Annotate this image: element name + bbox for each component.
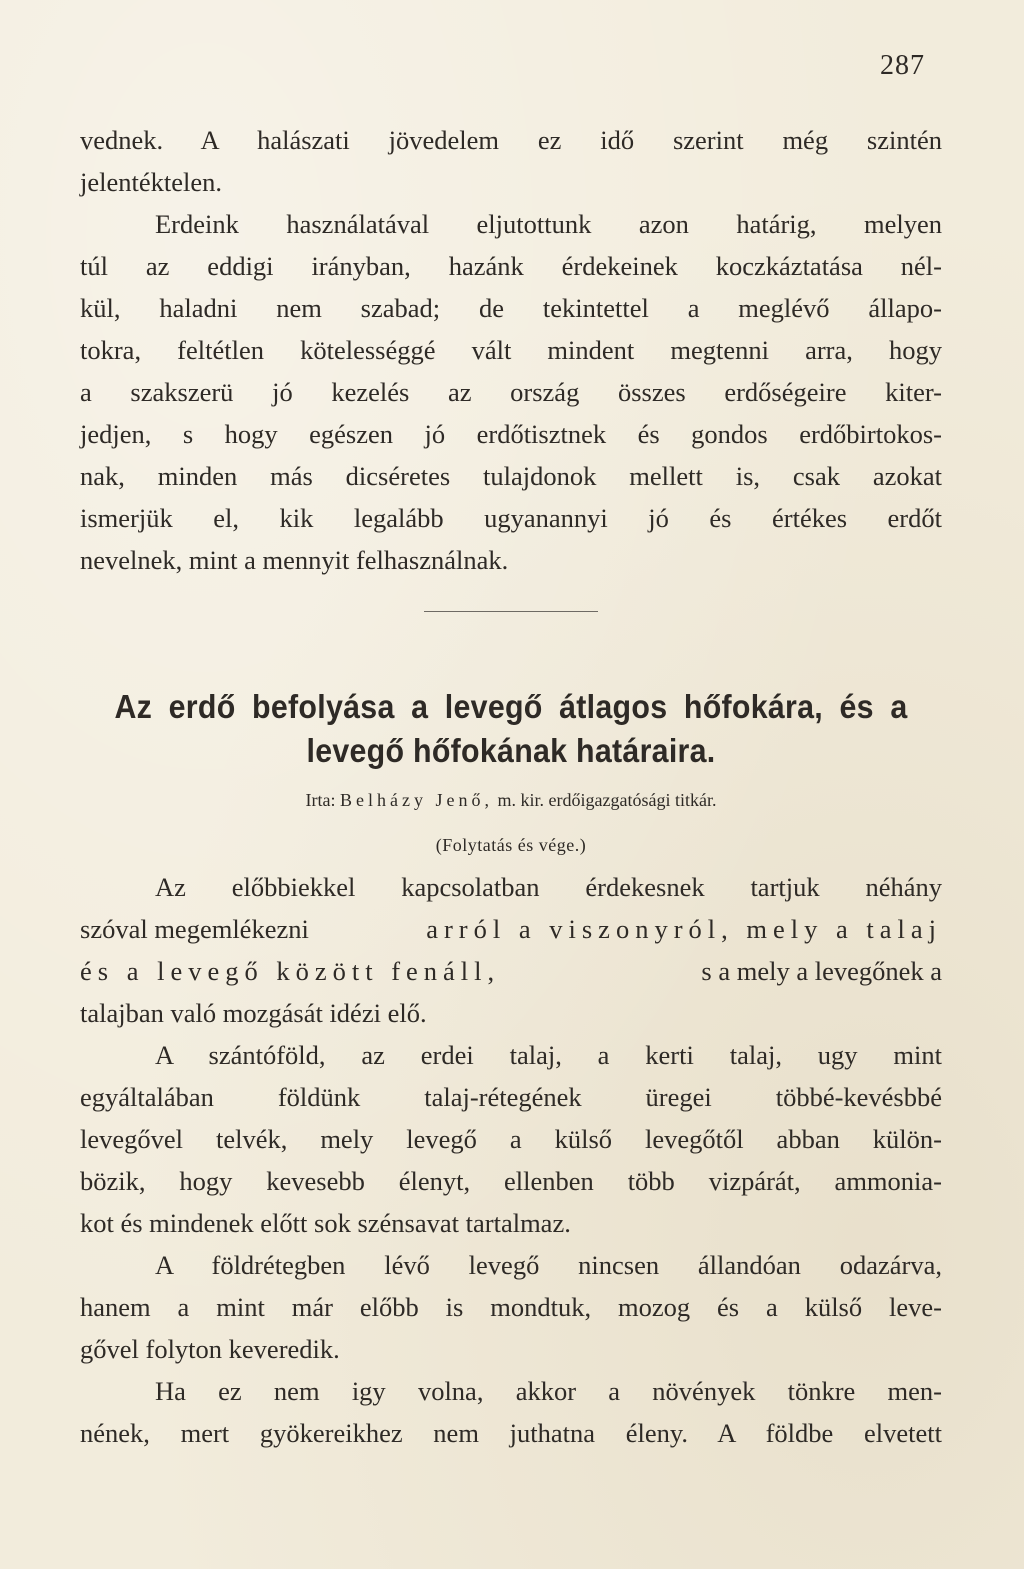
text-line: jedjen, s hogy egészen jó erdőtisztnek és gondos erdőbirtokos- xyxy=(80,419,942,449)
article-title-line-2: levegő hőfokának határaira. xyxy=(306,732,716,769)
page-number: 287 xyxy=(880,50,925,81)
text-segment: szóval megemlékezni xyxy=(80,914,309,944)
text-line: tokra, feltétlen kötelességgé vált mindent megtenni arra, hogy xyxy=(80,335,942,365)
continuation-note: (Folytatás és vége.) xyxy=(435,835,587,855)
text-line: ismerjük el, kik legalább ugyanannyi jó és értékes erdőt xyxy=(80,503,942,533)
text-line: nének, mert gyökereikhez nem juthatna éleny. A földbe elvetett xyxy=(80,1418,942,1448)
text-line: bözik, hogy kevesebb élenyt, ellenben több vizpárát, ammonia- xyxy=(80,1166,942,1196)
text-line: nak, minden más dicséretes tulajdonok mellett is, csak azokat xyxy=(80,461,942,491)
text-line xyxy=(80,950,942,992)
text-line: Ha ez nem igy volna, akkor a növények tönkre men- xyxy=(155,1376,942,1406)
text-line: kot és mindenek előtt sok szénsavat tartalmaz. xyxy=(80,1208,571,1238)
text-line: a szakszerü jó kezelés az ország összes erdőségeire kiter- xyxy=(80,377,942,407)
text-line: kül, haladni nem szabad; de tekintettel a meglévő állapo- xyxy=(80,293,942,323)
text-line: jelentéktelen. xyxy=(80,167,222,197)
text-line: talajban való mozgását idézi elő. xyxy=(80,998,427,1028)
text-line xyxy=(80,908,942,950)
byline-title: m. kir. erdőigazgatósági titkár. xyxy=(497,790,717,810)
text-line: egyáltalában földünk talaj-rétegének üregei többé-kevésbbé xyxy=(80,1082,942,1112)
text-line: A földrétegben lévő levegő nincsen állandóan odazárva, xyxy=(155,1250,942,1280)
text-line: Az előbbiekkel kapcsolatban érdekesnek tartjuk néhány xyxy=(155,872,942,902)
text-line: hanem a mint már előbb is mondtuk, mozog és a külső leve- xyxy=(80,1292,942,1322)
text-line: nevelnek, mint a mennyit felhasználnak. xyxy=(80,545,509,575)
article-title-line-1: Az erdő befolyása a levegő átlagos hőfokára, és a xyxy=(114,688,908,725)
emphasized-text: és a levegő között fenáll, xyxy=(80,956,501,986)
emphasized-text: arról a viszonyról, mely a talaj xyxy=(426,914,942,944)
byline xyxy=(80,786,942,814)
text-line: túl az eddigi irányban, hazánk érdekeinek koczkáztatása nél- xyxy=(80,251,942,281)
section-divider xyxy=(424,611,598,612)
text-line: A szántóföld, az erdei talaj, a kerti talaj, ugy mint xyxy=(155,1040,942,1070)
byline-prefix: Irta: xyxy=(305,790,336,810)
byline-author: Belházy Jenő, xyxy=(340,790,493,810)
text-line: Erdeink használatával eljutottunk azon határig, melyen xyxy=(155,209,942,239)
text-line: gővel folyton keveredik. xyxy=(80,1334,340,1364)
text-segment: s a mely a levegőnek a xyxy=(701,956,942,986)
text-line: levegővel telvék, mely levegő a külső levegőtől abban külön- xyxy=(80,1124,942,1154)
text-line: vednek. A halászati jövedelem ez idő szerint még szintén xyxy=(80,125,942,155)
